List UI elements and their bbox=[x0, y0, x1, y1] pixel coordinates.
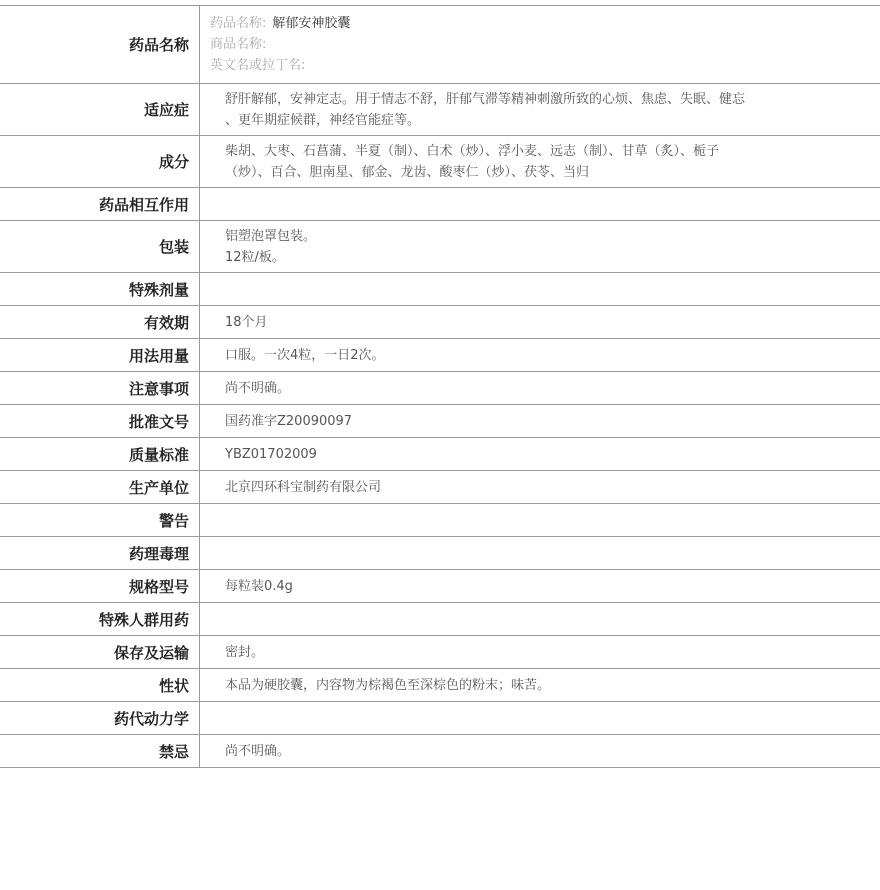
row-value bbox=[200, 636, 880, 668]
value-line: 口服。一次4粒，一日2次。 bbox=[225, 347, 385, 363]
drug-name-values bbox=[200, 6, 880, 83]
row-value bbox=[200, 504, 880, 536]
row-label: 成分 bbox=[0, 136, 200, 187]
row-usage bbox=[0, 339, 880, 372]
row-label: 保存及运输 bbox=[0, 636, 200, 668]
row-value bbox=[200, 84, 880, 135]
value-line: 每粒装0.4g bbox=[225, 578, 293, 594]
row-label: 质量标准 bbox=[0, 438, 200, 470]
row-value bbox=[200, 273, 880, 305]
english-name-key: 英文名或拉丁名: bbox=[210, 58, 306, 73]
row-value bbox=[200, 570, 880, 602]
row-value bbox=[200, 306, 880, 338]
row-label: 批准文号 bbox=[0, 405, 200, 437]
row-precautions bbox=[0, 372, 880, 405]
value-line: 、更年期症候群，神经官能症等。 bbox=[225, 112, 421, 128]
row-label: 规格型号 bbox=[0, 570, 200, 602]
row-value bbox=[200, 339, 880, 371]
value-line: 尚不明确。 bbox=[225, 380, 291, 396]
row-label: 用法用量 bbox=[0, 339, 200, 371]
row-label: 药代动力学 bbox=[0, 702, 200, 734]
row-pharmacokinetics bbox=[0, 702, 880, 735]
row-value bbox=[200, 537, 880, 569]
row-value bbox=[200, 188, 880, 220]
row-drug-name bbox=[0, 6, 880, 84]
row-label: 性状 bbox=[0, 669, 200, 701]
row-shelf-life bbox=[0, 306, 880, 339]
value-line: YBZ01702009 bbox=[225, 446, 317, 462]
row-label: 特殊剂量 bbox=[0, 273, 200, 305]
row-storage bbox=[0, 636, 880, 669]
row-label: 药品名称 bbox=[0, 6, 200, 83]
row-value bbox=[200, 438, 880, 470]
row-value bbox=[200, 372, 880, 404]
value-line: 本品为硬胶囊，内容物为棕褐色至深棕色的粉末；味苦。 bbox=[225, 677, 551, 693]
trade-name-line bbox=[210, 34, 785, 55]
value-line: 北京四环科宝制药有限公司 bbox=[225, 479, 382, 495]
row-label: 注意事项 bbox=[0, 372, 200, 404]
row-value bbox=[200, 735, 880, 767]
drug-name-value: 解郁安神胶囊 bbox=[272, 16, 351, 31]
row-value bbox=[200, 702, 880, 734]
row-warnings bbox=[0, 504, 880, 537]
row-specification bbox=[0, 570, 880, 603]
row-value bbox=[200, 471, 880, 503]
row-value bbox=[200, 669, 880, 701]
value-line: 尚不明确。 bbox=[225, 743, 291, 759]
trade-name-key: 商品名称: bbox=[210, 37, 267, 52]
value-line: （炒）、百合、胆南星、郁金、龙齿、酸枣仁（炒）、茯苓、当归 bbox=[225, 164, 590, 180]
row-description bbox=[0, 669, 880, 702]
row-label: 药理毒理 bbox=[0, 537, 200, 569]
row-special-dosage bbox=[0, 273, 880, 306]
row-value bbox=[200, 603, 880, 635]
row-value bbox=[200, 221, 880, 272]
row-label: 禁忌 bbox=[0, 735, 200, 767]
value-line: 12粒/板。 bbox=[225, 249, 285, 265]
value-line: 18个月 bbox=[225, 314, 268, 330]
row-ingredients bbox=[0, 136, 880, 188]
row-label: 生产单位 bbox=[0, 471, 200, 503]
row-label: 药品相互作用 bbox=[0, 188, 200, 220]
row-label: 适应症 bbox=[0, 84, 200, 135]
row-label: 警告 bbox=[0, 504, 200, 536]
value-line: 密封。 bbox=[225, 644, 265, 660]
row-toxicology bbox=[0, 537, 880, 570]
row-manufacturer bbox=[0, 471, 880, 504]
row-packaging bbox=[0, 221, 880, 273]
row-indications bbox=[0, 84, 880, 136]
drug-info-table bbox=[0, 5, 880, 768]
value-line: 柴胡、大枣、石菖蒲、半夏（制）、白术（炒）、浮小麦、远志（制）、甘草（炙）、栀子 bbox=[225, 143, 720, 159]
value-line: 铝塑泡罩包装。 bbox=[225, 228, 317, 244]
row-special-groups bbox=[0, 603, 880, 636]
row-label: 包装 bbox=[0, 221, 200, 272]
row-interactions bbox=[0, 188, 880, 221]
row-contraindications bbox=[0, 735, 880, 768]
row-quality-standard bbox=[0, 438, 880, 471]
row-approval-number bbox=[0, 405, 880, 438]
value-line: 舒肝解郁，安神定志。用于情志不舒，肝郁气滞等精神刺激所致的心烦、焦虑、失眠、健忘 bbox=[225, 91, 746, 107]
drug-name-line bbox=[210, 13, 785, 34]
drug-name-key: 药品名称: bbox=[210, 16, 267, 31]
row-value bbox=[200, 405, 880, 437]
value-line: 国药准字Z20090097 bbox=[225, 413, 353, 429]
english-name-line bbox=[210, 55, 785, 76]
row-value bbox=[200, 136, 880, 187]
row-label: 特殊人群用药 bbox=[0, 603, 200, 635]
row-label: 有效期 bbox=[0, 306, 200, 338]
